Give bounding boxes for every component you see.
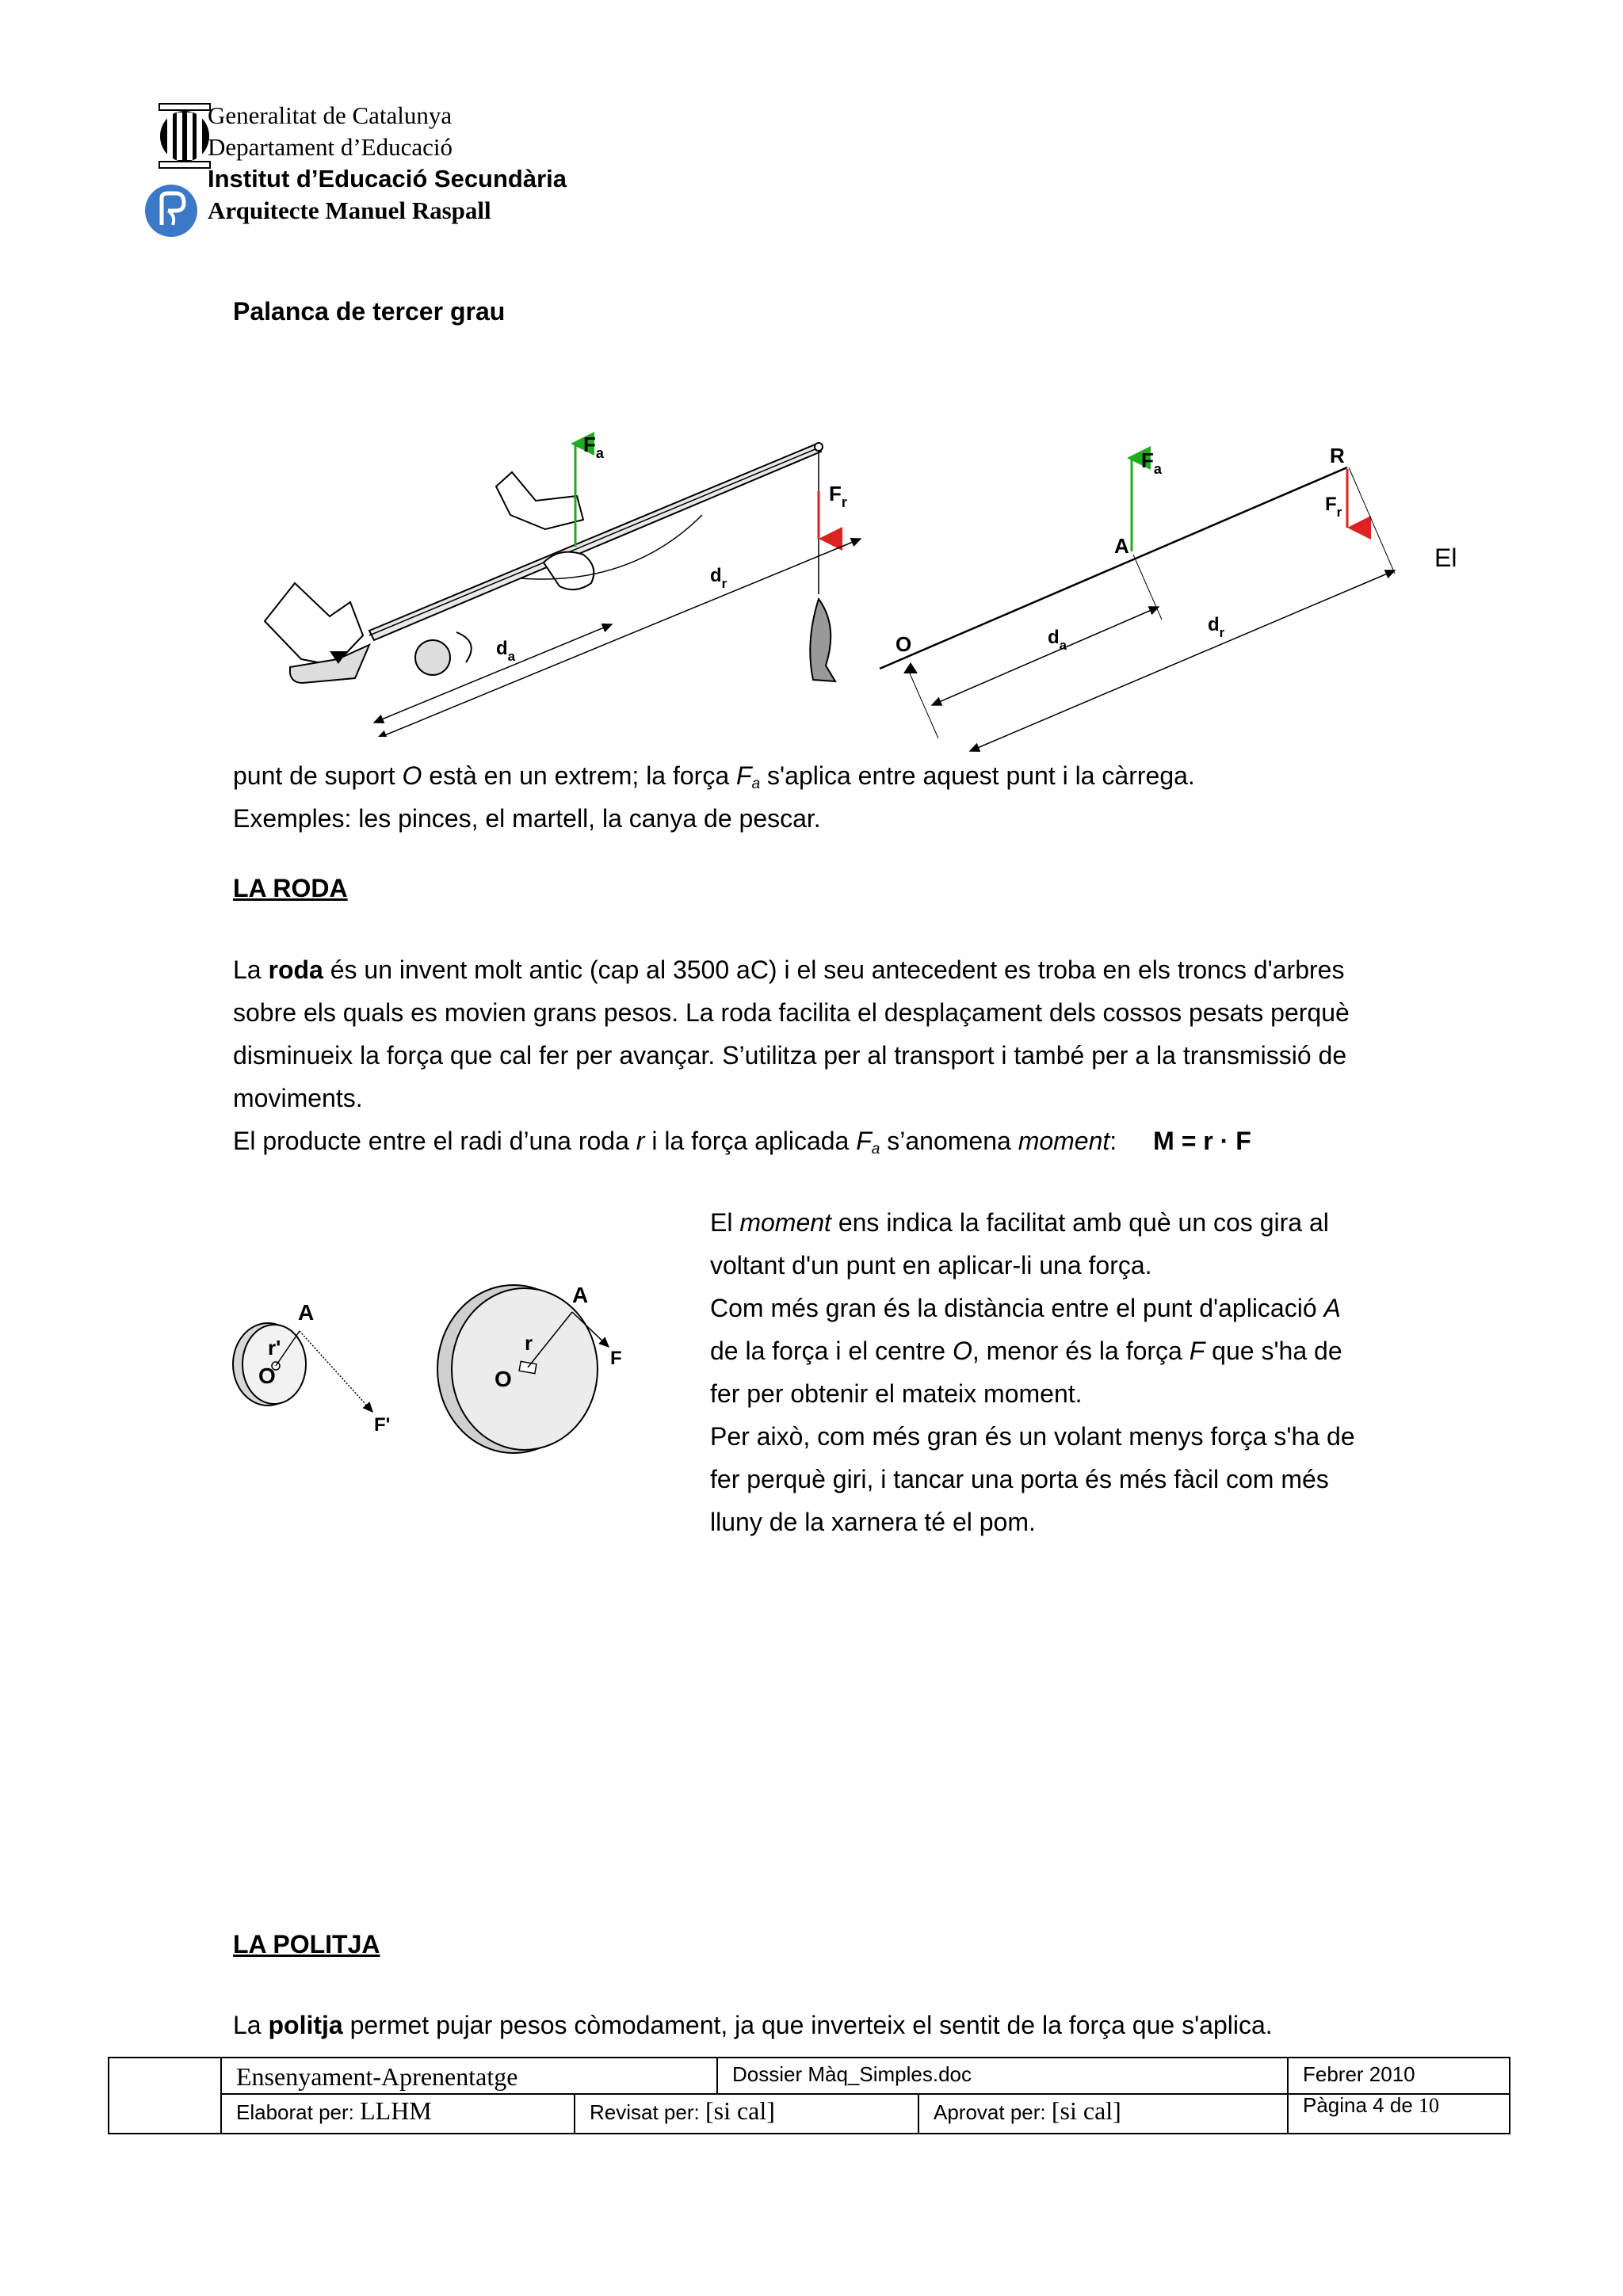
label-fr: $F_r$ <box>829 482 847 510</box>
footer-divider <box>918 2093 919 2133</box>
label-fa: $F_a$ <box>1141 448 1162 477</box>
generalitat-bars-icon <box>158 103 211 170</box>
moment-line-8: lluny de la xarnera té el pom. <box>710 1508 1036 1536</box>
lever-schematic-figure <box>872 444 1426 761</box>
distance-dr-arrow <box>377 539 861 737</box>
label-r: R <box>1330 444 1345 467</box>
pulley-heading: LA POLITJA <box>233 1930 380 1958</box>
fulcrum-triangle <box>903 662 918 673</box>
wheel-line-5: El producte entre el radi d’una roda r i la força aplicada $F_a$ s’anomena moment: M = r · F <box>233 1127 1251 1158</box>
grip-hand-shape <box>544 552 594 590</box>
lever-examples: Exemples: les pinces, el martell, la canya de pescar. <box>233 804 821 833</box>
wheel-line-3: disminueix la força que cal fer per avançar. S’utilitza per al transport i també per a la transmissió de <box>233 1041 1347 1070</box>
label-o: O <box>896 632 912 656</box>
moment-line-3: Com més gran és la distància entre el punt d'aplicació A <box>710 1294 1341 1322</box>
moment-line-4: de la força i el centre O, menor és la força F que s'ha de <box>710 1337 1342 1365</box>
wheel-line-1: La roda és un invent molt antic (cap al 3500 aC) i el seu antecedent es troba en els troncs d'arbres <box>233 955 1345 984</box>
moment-line-6: Per això, com més gran és un volant menys força s'ha de <box>710 1422 1355 1451</box>
label-da: $d_a$ <box>1048 627 1067 653</box>
moment-line-1: El moment ens indica la facilitat amb què un cos gira al <box>710 1208 1329 1237</box>
school-emblem-icon <box>144 184 198 238</box>
label-o-big: O <box>495 1367 512 1391</box>
footer-elaborat: Elaborat per: LLHM <box>236 2096 432 2125</box>
footer-divider <box>1287 2058 1289 2133</box>
wheels-figure <box>230 1276 650 1458</box>
moment-line-2: voltant d'un punt en aplicar-li una força. <box>710 1251 1152 1280</box>
moment-line-7: fer perquè giri, i tancar una porta és més fàcil com més <box>710 1465 1329 1493</box>
moment-line-5: fer per obtenir el mateix moment. <box>710 1379 1083 1408</box>
label-f-small: F' <box>374 1414 391 1436</box>
label-a: A <box>1114 534 1129 558</box>
label-f-big: F <box>610 1348 622 1369</box>
footer-revisat: Revisat per: [si cal] <box>590 2096 775 2125</box>
label-r-small: r' <box>268 1336 281 1360</box>
footer-document: Dossier Màq_Simples.doc <box>732 2062 972 2086</box>
label-a-small: A <box>298 1300 315 1325</box>
small-force-arrow <box>300 1331 372 1412</box>
moment-formula: M = r · F <box>1153 1127 1251 1155</box>
moment-explanation <box>710 1201 1355 1543</box>
header <box>155 100 710 227</box>
label-fr: $F_r$ <box>1325 494 1342 520</box>
label-o-small: O <box>258 1363 276 1388</box>
fish <box>810 599 835 681</box>
footer-page-number: Pàgina 4 de 10 <box>1303 2093 1440 2117</box>
label-r-big: r <box>525 1331 533 1355</box>
footer-date: Febrer 2010 <box>1303 2062 1415 2086</box>
lower-hand-shape <box>265 583 363 666</box>
header-line-departament: Departament d’Educació <box>208 133 453 161</box>
footer-course: Ensenyament-Aprenentatge <box>236 2062 518 2091</box>
footer-aprovat: Aprovat per: [si cal] <box>934 2096 1121 2125</box>
lever-description: punt de suport O està en un extrem; la força $F_a$ s'aplica entre aquest punt i la càrrega. <box>233 761 1195 792</box>
footer-divider <box>716 2058 718 2093</box>
wheel-heading: LA RODA <box>233 874 348 902</box>
label-dr: $d_r$ <box>710 565 727 591</box>
reel <box>415 640 450 675</box>
rod <box>369 444 821 640</box>
lever-heading: Palanca de tercer grau <box>233 297 506 326</box>
distance-da-arrow <box>932 607 1159 705</box>
pulley-paragraph: La politja permet pujar pesos còmodament, ja que inverteix el sentit de la força que s'aplica. <box>233 2011 1273 2039</box>
upper-hand-shape <box>496 472 583 529</box>
footer-table <box>108 2057 1510 2134</box>
footer-divider <box>574 2093 575 2133</box>
label-a-big: A <box>572 1283 589 1307</box>
header-line-school: Arquitecte Manuel Raspall <box>208 196 491 224</box>
header-line-institut: Institut d’Educació Secundària <box>208 165 567 193</box>
wheel-paragraph <box>233 948 1350 1162</box>
wheel-line-4: moviments. <box>233 1084 363 1112</box>
label-da: $d_a$ <box>496 638 516 664</box>
footer-divider <box>220 2058 222 2133</box>
lever-bar <box>880 467 1347 669</box>
label-dr: $d_r$ <box>1208 614 1225 640</box>
wheel-line-2: sobre els quals es movien grans pesos. La roda facilita el desplaçament dels cossos pesats perquè <box>233 998 1350 1027</box>
lever-trailing-word: El <box>1434 543 1457 572</box>
distance-da-arrow <box>374 624 612 723</box>
fishing-rod-figure <box>258 428 869 737</box>
label-fa: $F_a$ <box>583 433 604 461</box>
header-line-generalitat: Generalitat de Catalunya <box>208 101 453 129</box>
